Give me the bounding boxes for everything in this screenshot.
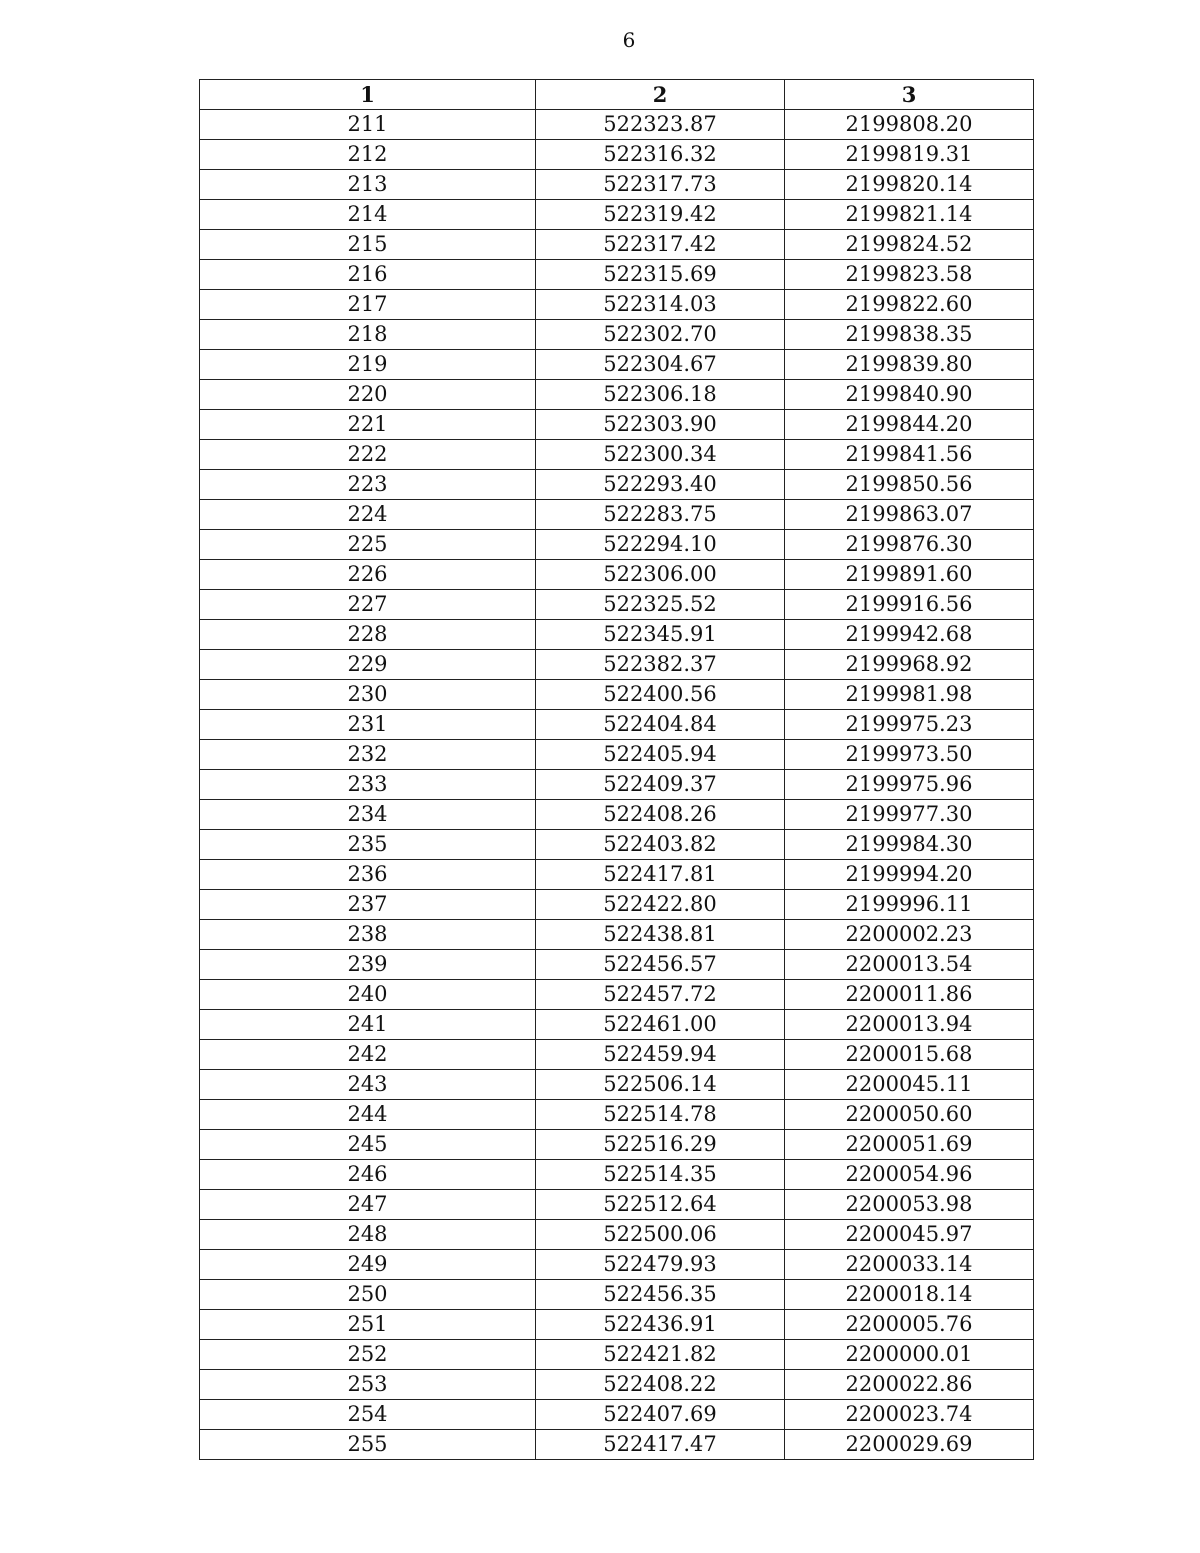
table-row bbox=[200, 800, 1034, 830]
table-cell-col-3: 2200015.68 bbox=[785, 1040, 1034, 1070]
table-cell-col-2: 522506.14 bbox=[536, 1070, 785, 1100]
table-cell-col-1: 221 bbox=[200, 410, 536, 440]
table-cell-col-3: 2199820.14 bbox=[785, 170, 1034, 200]
table-cell-col-2: 522317.42 bbox=[536, 230, 785, 260]
table-row bbox=[200, 710, 1034, 740]
table-cell-col-2: 522404.84 bbox=[536, 710, 785, 740]
table-cell-col-1: 222 bbox=[200, 440, 536, 470]
table-cell-col-2: 522319.42 bbox=[536, 200, 785, 230]
table-cell-col-2: 522456.57 bbox=[536, 950, 785, 980]
table-cell-col-3: 2200054.96 bbox=[785, 1160, 1034, 1190]
table-cell-col-1: 229 bbox=[200, 650, 536, 680]
table-cell-col-1: 223 bbox=[200, 470, 536, 500]
table-cell-col-3: 2199975.23 bbox=[785, 710, 1034, 740]
table-cell-col-3: 2200033.14 bbox=[785, 1250, 1034, 1280]
table-row bbox=[200, 200, 1034, 230]
column-header-3: 3 bbox=[785, 80, 1034, 110]
table-cell-col-1: 226 bbox=[200, 560, 536, 590]
table-cell-col-3: 2199863.07 bbox=[785, 500, 1034, 530]
table-row bbox=[200, 140, 1034, 170]
table-cell-col-2: 522500.06 bbox=[536, 1220, 785, 1250]
table-cell-col-1: 255 bbox=[200, 1430, 536, 1460]
table-cell-col-3: 2200013.94 bbox=[785, 1010, 1034, 1040]
table-cell-col-2: 522304.67 bbox=[536, 350, 785, 380]
table-cell-col-1: 211 bbox=[200, 110, 536, 140]
table-cell-col-2: 522514.78 bbox=[536, 1100, 785, 1130]
table-cell-col-1: 215 bbox=[200, 230, 536, 260]
table-row bbox=[200, 1010, 1034, 1040]
table-row bbox=[200, 1100, 1034, 1130]
table-cell-col-3: 2199994.20 bbox=[785, 860, 1034, 890]
table-row bbox=[200, 620, 1034, 650]
table-cell-col-1: 249 bbox=[200, 1250, 536, 1280]
table-cell-col-1: 218 bbox=[200, 320, 536, 350]
table-cell-col-3: 2200045.97 bbox=[785, 1220, 1034, 1250]
table-cell-col-3: 2200000.01 bbox=[785, 1340, 1034, 1370]
table-cell-col-1: 228 bbox=[200, 620, 536, 650]
table-cell-col-3: 2199891.60 bbox=[785, 560, 1034, 590]
table-cell-col-1: 233 bbox=[200, 770, 536, 800]
table-cell-col-2: 522417.81 bbox=[536, 860, 785, 890]
table-cell-col-3: 2199823.58 bbox=[785, 260, 1034, 290]
table-cell-col-3: 2200005.76 bbox=[785, 1310, 1034, 1340]
table-cell-col-3: 2199942.68 bbox=[785, 620, 1034, 650]
table-cell-col-3: 2199973.50 bbox=[785, 740, 1034, 770]
table-cell-col-3: 2199996.11 bbox=[785, 890, 1034, 920]
table-cell-col-2: 522408.26 bbox=[536, 800, 785, 830]
table-cell-col-2: 522293.40 bbox=[536, 470, 785, 500]
column-header-2: 2 bbox=[536, 80, 785, 110]
page-number: 6 bbox=[622, 28, 636, 52]
table-cell-col-2: 522300.34 bbox=[536, 440, 785, 470]
table-cell-col-1: 245 bbox=[200, 1130, 536, 1160]
table-row bbox=[200, 1310, 1034, 1340]
table-cell-col-1: 227 bbox=[200, 590, 536, 620]
table-cell-col-2: 522516.29 bbox=[536, 1130, 785, 1160]
column-header-1: 1 bbox=[200, 80, 536, 110]
table-cell-col-1: 242 bbox=[200, 1040, 536, 1070]
table-row bbox=[200, 1190, 1034, 1220]
table-row bbox=[200, 920, 1034, 950]
table-cell-col-3: 2199876.30 bbox=[785, 530, 1034, 560]
table-cell-col-3: 2200050.60 bbox=[785, 1100, 1034, 1130]
table-cell-col-2: 522422.80 bbox=[536, 890, 785, 920]
table-cell-col-3: 2200029.69 bbox=[785, 1430, 1034, 1460]
table-cell-col-1: 235 bbox=[200, 830, 536, 860]
table-cell-col-2: 522409.37 bbox=[536, 770, 785, 800]
table-cell-col-1: 217 bbox=[200, 290, 536, 320]
table-cell-col-1: 247 bbox=[200, 1190, 536, 1220]
table-row bbox=[200, 650, 1034, 680]
table-cell-col-1: 251 bbox=[200, 1310, 536, 1340]
table-row bbox=[200, 440, 1034, 470]
table-cell-col-2: 522400.56 bbox=[536, 680, 785, 710]
table-cell-col-1: 216 bbox=[200, 260, 536, 290]
table-cell-col-1: 250 bbox=[200, 1280, 536, 1310]
table-row bbox=[200, 530, 1034, 560]
table-cell-col-2: 522407.69 bbox=[536, 1400, 785, 1430]
table-cell-col-3: 2200045.11 bbox=[785, 1070, 1034, 1100]
table-row bbox=[200, 860, 1034, 890]
table-row bbox=[200, 410, 1034, 440]
table-row bbox=[200, 1070, 1034, 1100]
table-row bbox=[200, 320, 1034, 350]
table-row bbox=[200, 1250, 1034, 1280]
table-row bbox=[200, 830, 1034, 860]
table-row bbox=[200, 290, 1034, 320]
table-cell-col-3: 2200013.54 bbox=[785, 950, 1034, 980]
table-cell-col-2: 522306.00 bbox=[536, 560, 785, 590]
table-cell-col-3: 2200053.98 bbox=[785, 1190, 1034, 1220]
table-cell-col-3: 2199968.92 bbox=[785, 650, 1034, 680]
table-cell-col-3: 2199840.90 bbox=[785, 380, 1034, 410]
table-body bbox=[200, 110, 1034, 1460]
table-cell-col-3: 2200023.74 bbox=[785, 1400, 1034, 1430]
table-cell-col-2: 522325.52 bbox=[536, 590, 785, 620]
table-cell-col-2: 522345.91 bbox=[536, 620, 785, 650]
table-cell-col-1: 220 bbox=[200, 380, 536, 410]
table-cell-col-2: 522479.93 bbox=[536, 1250, 785, 1280]
table-cell-col-2: 522438.81 bbox=[536, 920, 785, 950]
table-row bbox=[200, 770, 1034, 800]
table-cell-col-3: 2199916.56 bbox=[785, 590, 1034, 620]
table-cell-col-1: 230 bbox=[200, 680, 536, 710]
table-cell-col-2: 522421.82 bbox=[536, 1340, 785, 1370]
table-cell-col-2: 522315.69 bbox=[536, 260, 785, 290]
table-cell-col-1: 253 bbox=[200, 1370, 536, 1400]
table-cell-col-2: 522514.35 bbox=[536, 1160, 785, 1190]
table-row bbox=[200, 170, 1034, 200]
table-cell-col-2: 522459.94 bbox=[536, 1040, 785, 1070]
table-row bbox=[200, 1370, 1034, 1400]
table-cell-col-2: 522403.82 bbox=[536, 830, 785, 860]
table-cell-col-2: 522405.94 bbox=[536, 740, 785, 770]
table-cell-col-3: 2200022.86 bbox=[785, 1370, 1034, 1400]
table-cell-col-2: 522303.90 bbox=[536, 410, 785, 440]
table-cell-col-3: 2199984.30 bbox=[785, 830, 1034, 860]
table-cell-col-1: 237 bbox=[200, 890, 536, 920]
table-cell-col-3: 2199841.56 bbox=[785, 440, 1034, 470]
table-cell-col-3: 2199824.52 bbox=[785, 230, 1034, 260]
table-row bbox=[200, 560, 1034, 590]
table-row bbox=[200, 980, 1034, 1010]
table-cell-col-1: 213 bbox=[200, 170, 536, 200]
table-row bbox=[200, 950, 1034, 980]
table-cell-col-1: 243 bbox=[200, 1070, 536, 1100]
table-cell-col-2: 522302.70 bbox=[536, 320, 785, 350]
table-cell-col-3: 2200011.86 bbox=[785, 980, 1034, 1010]
table-cell-col-3: 2199975.96 bbox=[785, 770, 1034, 800]
table-cell-col-1: 225 bbox=[200, 530, 536, 560]
table-cell-col-3: 2199821.14 bbox=[785, 200, 1034, 230]
table-header-row bbox=[200, 80, 1034, 110]
table-cell-col-1: 236 bbox=[200, 860, 536, 890]
table-row bbox=[200, 1280, 1034, 1310]
table-cell-col-2: 522316.32 bbox=[536, 140, 785, 170]
table-cell-col-1: 234 bbox=[200, 800, 536, 830]
coordinates-table bbox=[199, 79, 1034, 1460]
table-cell-col-3: 2199850.56 bbox=[785, 470, 1034, 500]
table-cell-col-2: 522294.10 bbox=[536, 530, 785, 560]
table-cell-col-2: 522317.73 bbox=[536, 170, 785, 200]
table-cell-col-3: 2199838.35 bbox=[785, 320, 1034, 350]
table-row bbox=[200, 890, 1034, 920]
table-cell-col-1: 240 bbox=[200, 980, 536, 1010]
table-cell-col-3: 2199808.20 bbox=[785, 110, 1034, 140]
table-row bbox=[200, 590, 1034, 620]
table-cell-col-3: 2200051.69 bbox=[785, 1130, 1034, 1160]
table-cell-col-2: 522314.03 bbox=[536, 290, 785, 320]
table-cell-col-3: 2199844.20 bbox=[785, 410, 1034, 440]
table-cell-col-2: 522323.87 bbox=[536, 110, 785, 140]
table-cell-col-1: 214 bbox=[200, 200, 536, 230]
table-cell-col-1: 246 bbox=[200, 1160, 536, 1190]
table-cell-col-2: 522512.64 bbox=[536, 1190, 785, 1220]
table-row bbox=[200, 500, 1034, 530]
table-cell-col-2: 522457.72 bbox=[536, 980, 785, 1010]
table-cell-col-2: 522306.18 bbox=[536, 380, 785, 410]
table-cell-col-1: 239 bbox=[200, 950, 536, 980]
table-cell-col-2: 522382.37 bbox=[536, 650, 785, 680]
table-cell-col-3: 2199839.80 bbox=[785, 350, 1034, 380]
table-cell-col-2: 522436.91 bbox=[536, 1310, 785, 1340]
table-cell-col-2: 522408.22 bbox=[536, 1370, 785, 1400]
table-cell-col-2: 522417.47 bbox=[536, 1430, 785, 1460]
table-cell-col-1: 212 bbox=[200, 140, 536, 170]
table-row bbox=[200, 350, 1034, 380]
table-cell-col-1: 244 bbox=[200, 1100, 536, 1130]
table-cell-col-1: 241 bbox=[200, 1010, 536, 1040]
table-row bbox=[200, 1130, 1034, 1160]
table-cell-col-3: 2199981.98 bbox=[785, 680, 1034, 710]
table-row bbox=[200, 1340, 1034, 1370]
table-row bbox=[200, 110, 1034, 140]
table-cell-col-1: 252 bbox=[200, 1340, 536, 1370]
table-cell-col-3: 2199819.31 bbox=[785, 140, 1034, 170]
table-row bbox=[200, 380, 1034, 410]
table-cell-col-2: 522456.35 bbox=[536, 1280, 785, 1310]
table-row bbox=[200, 680, 1034, 710]
table-row bbox=[200, 260, 1034, 290]
table-cell-col-3: 2200018.14 bbox=[785, 1280, 1034, 1310]
table-cell-col-1: 254 bbox=[200, 1400, 536, 1430]
table-cell-col-2: 522283.75 bbox=[536, 500, 785, 530]
table-cell-col-2: 522461.00 bbox=[536, 1010, 785, 1040]
table-cell-col-3: 2199977.30 bbox=[785, 800, 1034, 830]
table-cell-col-1: 232 bbox=[200, 740, 536, 770]
table-cell-col-1: 248 bbox=[200, 1220, 536, 1250]
table-cell-col-1: 238 bbox=[200, 920, 536, 950]
table-row bbox=[200, 1040, 1034, 1070]
table-cell-col-3: 2199822.60 bbox=[785, 290, 1034, 320]
table-row bbox=[200, 470, 1034, 500]
table-row bbox=[200, 1220, 1034, 1250]
table-row bbox=[200, 230, 1034, 260]
table-row bbox=[200, 740, 1034, 770]
table-cell-col-1: 231 bbox=[200, 710, 536, 740]
table-cell-col-1: 219 bbox=[200, 350, 536, 380]
table-cell-col-3: 2200002.23 bbox=[785, 920, 1034, 950]
table-row bbox=[200, 1400, 1034, 1430]
table-row bbox=[200, 1430, 1034, 1460]
table-cell-col-1: 224 bbox=[200, 500, 536, 530]
table-row bbox=[200, 1160, 1034, 1190]
